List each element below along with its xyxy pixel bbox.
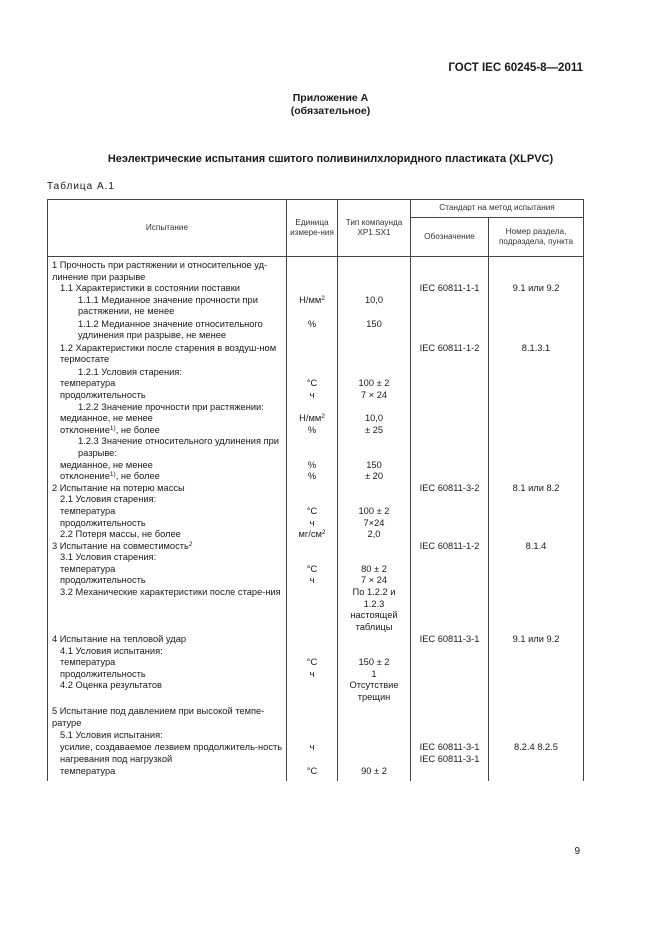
cell-section: 8.2.4 8.2.5: [489, 742, 584, 766]
cell-designation: [411, 646, 489, 658]
cell-designation: [411, 257, 489, 284]
test-text: отклонение: [60, 424, 110, 435]
cell-test: 4.2 Оценка результатов: [48, 680, 287, 706]
cell-test: 4.1 Условия испытания:: [48, 646, 287, 658]
cell-value: [338, 343, 411, 367]
table-row: [48, 518, 584, 530]
cell-designation: [411, 706, 489, 730]
table-row: [48, 730, 584, 742]
cell-section: [489, 657, 584, 669]
table-row: [48, 343, 584, 367]
cell-test: усилие, создаваемое лезвием продолжитель-ность нагревания под нагрузкой: [48, 742, 287, 766]
cell-value: 80 ± 2: [338, 564, 411, 576]
cell-value: 1: [338, 669, 411, 681]
cell-designation: [411, 766, 489, 781]
cell-section: 8.1.4: [489, 541, 584, 553]
cell-unit: ч: [287, 669, 338, 681]
cell-value: [338, 402, 411, 414]
appendix-status: (обязательное): [290, 105, 371, 117]
cell-test: продолжительность: [48, 669, 287, 681]
table-row: [48, 460, 584, 472]
table-row: [48, 402, 584, 414]
cell-unit: %: [287, 425, 338, 437]
cell-test: 4 Испытание на тепловой удар: [48, 634, 287, 646]
cell-test: температура: [48, 564, 287, 576]
cell-section: 8.1.3.1: [489, 343, 584, 367]
table-row: [48, 766, 584, 781]
cell-section: [489, 257, 584, 284]
cell-test: продолжительность: [48, 390, 287, 402]
cell-value: 90 ± 2: [338, 766, 411, 781]
cell-unit: [287, 367, 338, 379]
col-header-designation: Обозначение: [411, 218, 489, 257]
table-row: [48, 564, 584, 576]
cell-value: 150: [338, 460, 411, 472]
cell-unit: [287, 730, 338, 742]
cell-test: 1.1.1 Медианное значение прочности при растяжении, не менее: [48, 295, 287, 319]
cell-value: 150 ± 2: [338, 657, 411, 669]
table-row: [48, 669, 584, 681]
cell-designation: [411, 730, 489, 742]
cell-test: 3.2 Механические характеристики после старе-ния: [48, 587, 287, 634]
cell-test: [48, 541, 287, 553]
cell-designation: [411, 471, 489, 483]
table-row: [48, 541, 584, 553]
cell-test: 1.1 Характеристики в состоянии поставки: [48, 283, 287, 295]
col-header-compound: Тип компаунда XP1.SX1: [338, 200, 411, 257]
unit-text: мг/см: [298, 529, 322, 540]
cell-section: [489, 529, 584, 541]
cell-section: [489, 425, 584, 437]
cell-value: 10,0: [338, 295, 411, 319]
cell-section: [489, 730, 584, 742]
cell-unit: %: [287, 319, 338, 343]
table-row: [48, 425, 584, 437]
cell-section: [489, 367, 584, 379]
cell-section: [489, 680, 584, 706]
cell-value: 7 × 24: [338, 575, 411, 587]
unit-sup: 2: [321, 529, 326, 537]
col-header-unit: Единица измере-ния: [287, 200, 338, 257]
cell-unit: [287, 552, 338, 564]
cell-designation: [411, 575, 489, 587]
cell-unit: [287, 436, 338, 459]
cell-section: [489, 564, 584, 576]
cell-designation: [411, 564, 489, 576]
table-row: [48, 413, 584, 425]
cell-test: медианное, не менее: [48, 413, 287, 425]
col-header-section: Номер раздела, подраздела, пункта: [489, 218, 584, 257]
cell-test: 3.1 Условия старения:: [48, 552, 287, 564]
cell-value: [338, 483, 411, 495]
table-row: [48, 552, 584, 564]
cell-section: [489, 402, 584, 414]
cell-unit: %: [287, 460, 338, 472]
cell-test: [48, 425, 287, 437]
cell-section: [489, 669, 584, 681]
table-row: [48, 436, 584, 459]
table-row: [48, 471, 584, 483]
cell-value: 7 × 24: [338, 390, 411, 402]
cell-unit: [287, 646, 338, 658]
cell-test: 2.1 Условия старения:: [48, 494, 287, 506]
cell-value: [338, 257, 411, 284]
table-row: [48, 657, 584, 669]
unit-sup: 2: [321, 413, 325, 421]
table-row: [48, 646, 584, 658]
cell-designation: [411, 295, 489, 319]
cell-section: [489, 552, 584, 564]
cell-test: 1.2.1 Условия старения:: [48, 367, 287, 379]
cell-test: 1.1.2 Медианное значение относительного удлинения при разрыве, не менее: [48, 319, 287, 343]
cell-unit: °С: [287, 766, 338, 781]
cell-designation: IEC 60811-3-2: [411, 483, 489, 495]
cell-designation: [411, 460, 489, 472]
cell-section: [489, 587, 584, 634]
table-row: [48, 257, 584, 284]
table-row: [48, 378, 584, 390]
cell-section: [489, 319, 584, 343]
cell-unit: ч: [287, 575, 338, 587]
cell-test: 1.2.2 Значение прочности при растяжении:: [48, 402, 287, 414]
cell-designation: [411, 587, 489, 634]
cell-designation: [411, 402, 489, 414]
cell-unit: [287, 257, 338, 284]
col-header-test: Испытание: [48, 200, 287, 257]
cell-unit: [287, 413, 338, 425]
cell-unit: °С: [287, 506, 338, 518]
unit-text: Н/мм: [299, 294, 322, 305]
test-suffix: , не более: [115, 424, 160, 435]
cell-section: [489, 766, 584, 781]
table-row: [48, 706, 584, 730]
cell-section: [489, 575, 584, 587]
cell-section: [489, 378, 584, 390]
cell-value: [338, 730, 411, 742]
cell-designation: IEC 60811-1-2: [411, 541, 489, 553]
cell-unit: °С: [287, 564, 338, 576]
cell-designation: IEC 60811-1-1: [411, 283, 489, 295]
cell-value: [338, 494, 411, 506]
cell-section: [489, 518, 584, 530]
cell-unit: [287, 541, 338, 553]
cell-value: Отсутствие трещин: [338, 680, 411, 706]
cell-designation: [411, 518, 489, 530]
cell-test: 5 Испытание под давлением при высокой темпе-ратуре: [48, 706, 287, 730]
cell-test: 1 Прочность при растяжении и относительное уд-линение при разрыве: [48, 257, 287, 284]
table-row: [48, 483, 584, 495]
cell-test: продолжительность: [48, 518, 287, 530]
cell-value: 2,0: [338, 529, 411, 541]
cell-unit: [287, 402, 338, 414]
table-row: [48, 575, 584, 587]
cell-value: 150: [338, 319, 411, 343]
cell-designation: IEC 60811-1-2: [411, 343, 489, 367]
table-row: [48, 634, 584, 646]
cell-value: [338, 706, 411, 730]
cell-value: ± 25: [338, 425, 411, 437]
unit-text: Н/мм: [299, 413, 322, 424]
cell-value: 100 ± 2: [338, 378, 411, 390]
document-header: ГОСТ IEC 60245-8—2011: [448, 62, 583, 74]
cell-unit: [287, 706, 338, 730]
cell-value: [338, 541, 411, 553]
cell-section: 8.1 или 8.2: [489, 483, 584, 495]
cell-unit: [287, 680, 338, 706]
cell-designation: [411, 680, 489, 706]
cell-value: [338, 646, 411, 658]
cell-designation: [411, 390, 489, 402]
cell-designation: [411, 319, 489, 343]
cell-section: 9.1 или 9.2: [489, 634, 584, 646]
document-title: Неэлектрические испытания сшитого поливинилхлоридного пластиката (XLPVC): [107, 153, 554, 165]
cell-designation: [411, 425, 489, 437]
cell-designation: [411, 657, 489, 669]
cell-test: 5.1 Условия испытания:: [48, 730, 287, 742]
cell-test: температура: [48, 766, 287, 781]
cell-designation: [411, 413, 489, 425]
cell-unit: °С: [287, 378, 338, 390]
cell-designation: [411, 367, 489, 379]
cell-value: 100 ± 2: [338, 506, 411, 518]
table-row: [48, 506, 584, 518]
cell-section: [489, 706, 584, 730]
cell-unit: [287, 343, 338, 367]
cell-section: [489, 494, 584, 506]
cell-unit: [287, 483, 338, 495]
cell-test: температура: [48, 657, 287, 669]
cell-section: [489, 646, 584, 658]
cell-test: температура: [48, 506, 287, 518]
table-label: Таблица А.1: [47, 181, 115, 192]
cell-section: [489, 506, 584, 518]
cell-designation: [411, 494, 489, 506]
cell-designation: IEC 60811-3-1 IEC 60811-3-1: [411, 742, 489, 766]
cell-test: 2.2 Потеря массы, не более: [48, 529, 287, 541]
cell-unit: %: [287, 471, 338, 483]
cell-test: [48, 471, 287, 483]
cell-unit: ч: [287, 518, 338, 530]
cell-section: [489, 390, 584, 402]
table-row: [48, 319, 584, 343]
cell-section: [489, 436, 584, 459]
cell-unit: ч: [287, 742, 338, 766]
test-sup: 2: [188, 540, 193, 548]
test-suffix: , не более: [115, 471, 160, 482]
table-row: [48, 529, 584, 541]
cell-unit: [287, 529, 338, 541]
cell-test: медианное, не менее: [48, 460, 287, 472]
cell-unit: [287, 295, 338, 319]
cell-designation: [411, 669, 489, 681]
test-sup: 1): [109, 471, 116, 479]
table-row: [48, 742, 584, 766]
cell-unit: °С: [287, 657, 338, 669]
page-number: 9: [574, 846, 580, 857]
cell-designation: [411, 378, 489, 390]
appendix-title: Приложение А: [292, 92, 369, 104]
table-row: [48, 283, 584, 295]
cell-test: 1.2.3 Значение относительного удлинения при разрыве:: [48, 436, 287, 459]
cell-section: 9.1 или 9.2: [489, 283, 584, 295]
cell-value: [338, 742, 411, 766]
cell-value: ± 20: [338, 471, 411, 483]
cell-section: [489, 460, 584, 472]
cell-section: [489, 471, 584, 483]
table-row: [48, 494, 584, 506]
cell-designation: [411, 436, 489, 459]
cell-unit: ч: [287, 390, 338, 402]
cell-designation: IEC 60811-3-1: [411, 634, 489, 646]
table-row: [48, 295, 584, 319]
col-header-standard: Стандарт на метод испытания: [411, 200, 584, 218]
cell-test: 2 Испытание на потерю массы: [48, 483, 287, 495]
cell-test: 1.2 Характеристики после старения в воздуш-ном термостате: [48, 343, 287, 367]
table-row: [48, 390, 584, 402]
cell-unit: [287, 587, 338, 634]
test-table: [47, 199, 584, 781]
cell-value: [338, 634, 411, 646]
cell-designation: [411, 506, 489, 518]
table-row: [48, 367, 584, 379]
test-text: 3 Испытание на совместимость: [52, 540, 189, 551]
cell-designation: [411, 552, 489, 564]
cell-test: температура: [48, 378, 287, 390]
cell-unit: [287, 634, 338, 646]
cell-value: 10,0: [338, 413, 411, 425]
cell-unit: [287, 283, 338, 295]
cell-value: 7×24: [338, 518, 411, 530]
cell-section: [489, 295, 584, 319]
cell-value: [338, 552, 411, 564]
cell-section: [489, 413, 584, 425]
test-text: отклонение: [60, 471, 110, 482]
cell-unit: [287, 494, 338, 506]
cell-test: продолжительность: [48, 575, 287, 587]
table-row: [48, 587, 584, 634]
appendix-heading: [0, 92, 661, 118]
cell-value: [338, 436, 411, 459]
unit-sup: 2: [321, 294, 325, 302]
cell-value: По 1.2.2 и 1.2.3 настоящей таблицы: [338, 587, 411, 634]
cell-value: [338, 283, 411, 295]
test-sup: 1): [109, 424, 116, 432]
cell-designation: [411, 529, 489, 541]
table-row: [48, 680, 584, 706]
cell-value: [338, 367, 411, 379]
